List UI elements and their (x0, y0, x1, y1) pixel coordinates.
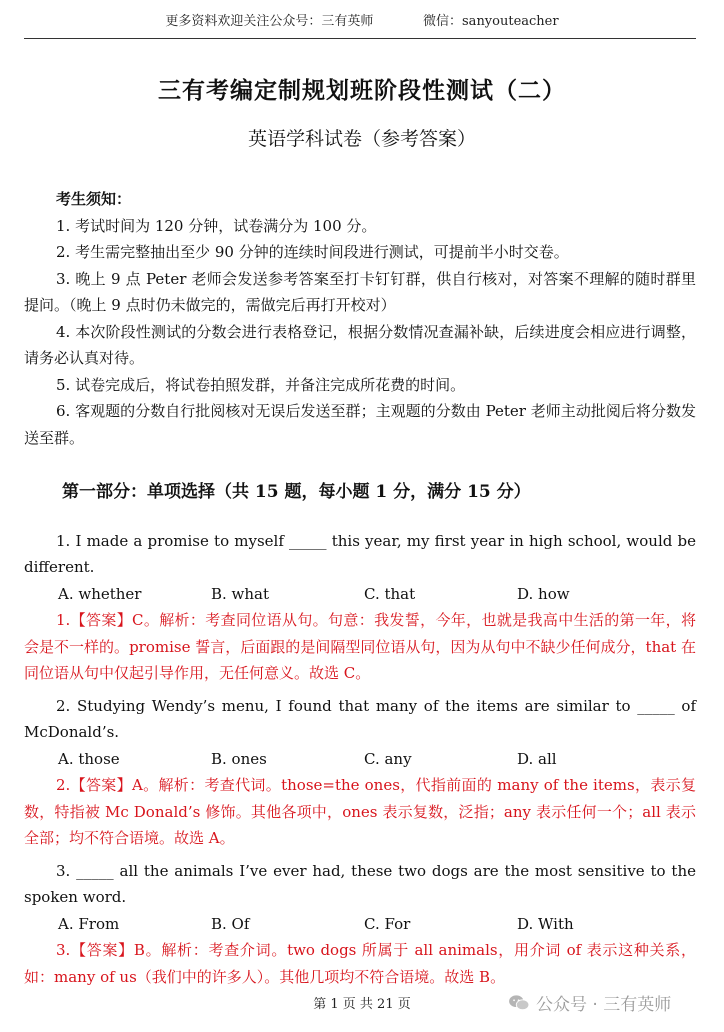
option: C. For (364, 914, 411, 933)
option: B. Of (211, 914, 250, 933)
option: A. those (58, 749, 120, 768)
question-options (24, 581, 696, 608)
watermark (508, 990, 671, 1015)
option: D. all (517, 749, 557, 768)
page-subtitle: 英语学科试卷（参考答案） (247, 128, 476, 150)
answer-explanation: 3.【答案】B。解析：考查介词。two dogs 所属于 all animals，用介词 of 表示这种关系，如：many of us（我们中的许多人）。其他几项均不符合语境。故选 B。 (24, 941, 696, 986)
option: A. From (58, 914, 120, 933)
answer-explanation: 2.【答案】A。解析：考查代词。those=the ones，代指前面的 many of the items，表示复数，特指被 Mc Donald’s 修饰。其他各项中，ones 表示复数，泛指；any 表示任何一个；all 表示全部；均不符合语境。故选 A。 (24, 776, 696, 847)
question-stem: 2. Studying Wendy’s menu, I found that many of the items are similar to _____ of McDonald’s. (24, 696, 696, 741)
question-block (24, 693, 696, 852)
page-header (0, 10, 724, 29)
notice-item: 1. 考试时间为 120 分钟，试卷满分为 100 分。 (56, 216, 377, 235)
option: B. ones (211, 749, 267, 768)
option: B. what (211, 584, 270, 603)
answer-explanation: 1.【答案】C。解析：考查同位语从句。句意：我发誓，今年，也就是我高中生活的第一年，将会是不一样的。promise 誓言，后面跟的是间隔型同位语从句，因为从句中不缺少任何成分，that 在同位语从句中仅起引导作用，无任何意义。故选 C。 (24, 611, 696, 682)
option: D. how (517, 584, 570, 603)
notice-item: 3. 晚上 9 点 Peter 老师会发送参考答案至打卡钉钉群，供自行核对，对答案不理解的随时群里提问。（晚上 9 点时仍未做完的，需做完后再打开校对） (24, 269, 696, 314)
question-options (24, 911, 696, 938)
notice-heading: 考生须知： (56, 190, 132, 208)
option: A. whether (58, 584, 142, 603)
notice-item: 5. 试卷完成后，将试卷拍照发群，并备注完成所花费的时间。 (56, 375, 466, 394)
page-footer: 第 1 页 共 21 页 (313, 997, 411, 1012)
header-right: 微信：sanyouteacher (423, 14, 559, 29)
page-title: 三有考编定制规划班阶段性测试（二） (158, 77, 566, 104)
wechat-icon (508, 994, 530, 1012)
notice-item: 2. 考生需完整抽出至少 90 分钟的连续时间段进行测试，可提前半小时交卷。 (56, 243, 569, 261)
notice-item: 4. 本次阶段性测试的分数会进行表格登记，根据分数情况查漏补缺，后续进度会相应进行调整，请务必认真对待。 (24, 322, 696, 367)
header-divider (24, 38, 696, 39)
question-options (24, 746, 696, 773)
section-heading: 第一部分：单项选择（共 15 题，每小题 1 分，满分 15 分） (62, 482, 531, 502)
option: C. any (364, 749, 412, 768)
option: D. With (517, 914, 574, 933)
watermark-text: 公众号 · 三有英师 (536, 995, 672, 1015)
question-stem: 1. I made a promise to myself _____ this year, my first year in high school, would be different. (24, 531, 696, 576)
question-stem: 3. _____ all the animals I’ve ever had, these two dogs are the most sensitive to the spoken word. (24, 861, 696, 906)
option: C. that (364, 584, 416, 603)
notice-item: 6. 客观题的分数自行批阅核对无误后发送至群；主观题的分数由 Peter 老师主动批阅后将分数发送至群。 (24, 402, 696, 447)
header-left: 更多资料欢迎关注公众号：三有英师 (165, 14, 374, 29)
document-body (24, 186, 696, 990)
question-block (24, 858, 696, 991)
question-block (24, 528, 696, 687)
